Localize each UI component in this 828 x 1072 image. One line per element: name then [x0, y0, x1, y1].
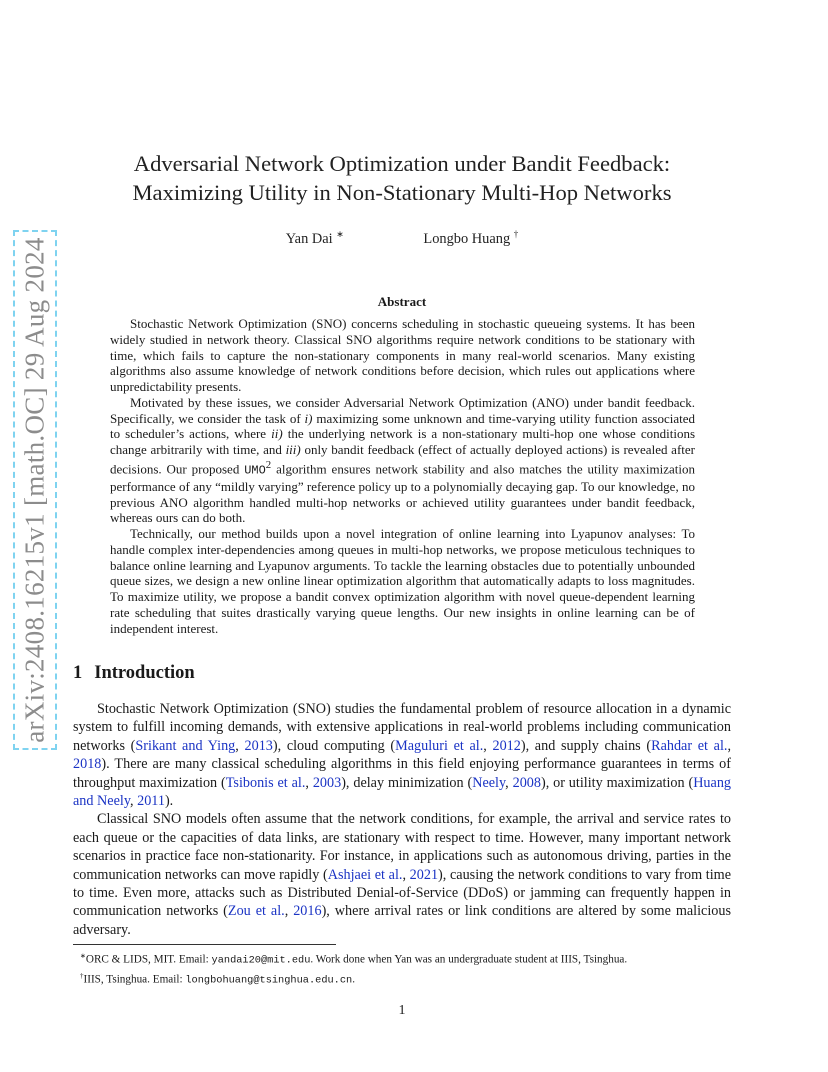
abstract-paragraph-1: Stochastic Network Optimization (SNO) concerns scheduling in stochastic queueing systems. It has been widely studied in network theory. Classical SNO algorithms require network conditions to be stationary with time, which fails to capture the non-stationary components in many real-world scenarios. Many existing algorithms also assume knowledge of network conditions before decision, which rules out applications where unpredictability presents. [110, 316, 695, 394]
page-number: 1 [398, 1003, 406, 1018]
citation-year-link[interactable]: 2018 [73, 756, 102, 773]
abstract-paragraph-3: Technically, our method builds upon a novel integration of online learning into Lyapunov analyses: To handle complex inter-dependencies among queues in multi-hop networks, we propose meticulous techniques to balance online learning and Lyapunov arguments. To tackle the learning obstacles due to potentially unbounded queue sizes, we design a new online linear optimization algorithm that automatically adapts to loss magnitudes. To maximize utility, we propose a bandit convex optimization algorithm with novel queue-dependent learning rate scheduling that suites drastically varying queue lengths. Our new insights in online learning can be of independent interest. [110, 526, 695, 636]
footnotes [80, 949, 731, 989]
title-line-1: Adversarial Network Optimization under Bandit Feedback: [133, 151, 671, 176]
title-line-2: Maximizing Utility in Non-Stationary Multi-Hop Networks [132, 180, 672, 205]
section-number: 1 [73, 663, 83, 683]
author-name: Yan Dai [285, 230, 333, 247]
abstract-paragraph-2: Motivated by these issues, we consider Adversarial Network Optimization (ANO) under bandit feedback. Specifically, we consider the task of i) maximizing some unknown and time-varying utility function associated to scheduler’s actions, where ii) the underlying network is a non-stationary multi-hop one whose conditions change arbitrarily with time, and iii) only bandit feedback (effect of actually deployed actions) is revealed after decisions. Our proposed UMO$^2$ algorithm ensures network stability and also matches the utility maximization performance of any “mildly varying” reference policy up to a polynomially decaying gap. To our knowledge, no previous ANO algorithm handled multi-hop networks or achieved utility guarantees under bandit feedback, whereas ours can do both. [110, 394, 696, 526]
author-1 [286, 229, 344, 248]
citation-link[interactable]: Maguluri et al. [395, 737, 484, 754]
citation-link[interactable]: Ashjaei et al. [327, 866, 403, 883]
arxiv-identifier-text: arXiv:2408.16215v1 [math.OC] 29 Aug 2024 [19, 237, 50, 743]
arxiv-identifier-stamp [13, 230, 57, 750]
paper-title [73, 149, 731, 207]
section-heading-introduction [73, 663, 473, 684]
citation-link[interactable]: Huang and Neely [73, 774, 732, 810]
author-email: yandai20@mit.edu [211, 954, 311, 967]
citation-link[interactable]: Srikant and Ying [135, 737, 236, 754]
citation-year-link[interactable]: 2012 [492, 737, 521, 754]
citation-link[interactable]: Neely [472, 774, 506, 791]
citation-link[interactable]: Zou et al. [227, 903, 285, 920]
author-list [73, 229, 731, 248]
author-footnote-mark: ∗ [336, 229, 344, 239]
footnote-1: ∗ORC & LIDS, MIT. Email: yandai20@mit.edu. Work done when Yan was an undergraduate student at IIIS, Tsinghua. [80, 952, 628, 967]
footnote-separator [73, 944, 336, 945]
footnote-2: †IIIS, Tsinghua. Email: longbohuang@tsinghua.edu.cn. [80, 972, 356, 987]
citation-link[interactable]: Tsibonis et al. [225, 774, 306, 791]
section-title: Introduction [94, 663, 195, 683]
citation-year-link[interactable]: 2011 [137, 793, 165, 810]
citation-year-link[interactable]: 2013 [244, 737, 273, 754]
citation-year-link[interactable]: 2003 [312, 774, 342, 791]
citation-year-link[interactable]: 2008 [512, 774, 541, 791]
author-name: Longbo Huang [423, 230, 511, 247]
intro-paragraph-1: Stochastic Network Optimization (SNO) studies the fundamental problem of resource allocation in a dynamic system to fulfill incoming demands, with extensive applications in real-world problems including communication networks (Srikant and Ying, 2013), cloud computing (Maguluri et al., 2012), and supply chains (Rahdar et al., 2018). There are many classical scheduling algorithms in this field enjoying performance guarantees in terms of throughput maximization (Tsibonis et al., 2003), delay minimization (Neely, 2008), or utility maximization (Huang and Neely, 2011). [73, 701, 732, 810]
author-2 [423, 229, 518, 248]
citation-link[interactable]: Rahdar et al. [651, 737, 728, 754]
introduction-body [73, 700, 731, 939]
abstract-body [110, 316, 695, 636]
citation-year-link[interactable]: 2021 [409, 866, 439, 883]
algorithm-name: UMO [244, 463, 266, 478]
author-footnote-mark: † [513, 229, 519, 239]
author-email: longbohuang@tsinghua.edu.cn [185, 974, 353, 987]
intro-paragraph-2: Classical SNO models often assume that the network conditions, for example, the arrival and service rates to each queue or the capacities of data links, are stationary with respect to time. However, many important network scenarios in practice face non-stationarity. For instance, in applications such as autonomous driving, parties in the communication networks can move rapidly (Ashjaei et al., 2021), causing the network conditions to vary from time to time. Even more, attacks such as Distributed Denial-of-Service (DDoS) or jamming can frequently happen in communication networks (Zou et al., 2016), where arrival rates or link conditions are altered by some malicious adversary. [73, 811, 731, 938]
citation-year-link[interactable]: 2016 [293, 903, 322, 920]
abstract-heading: Abstract [377, 294, 427, 309]
